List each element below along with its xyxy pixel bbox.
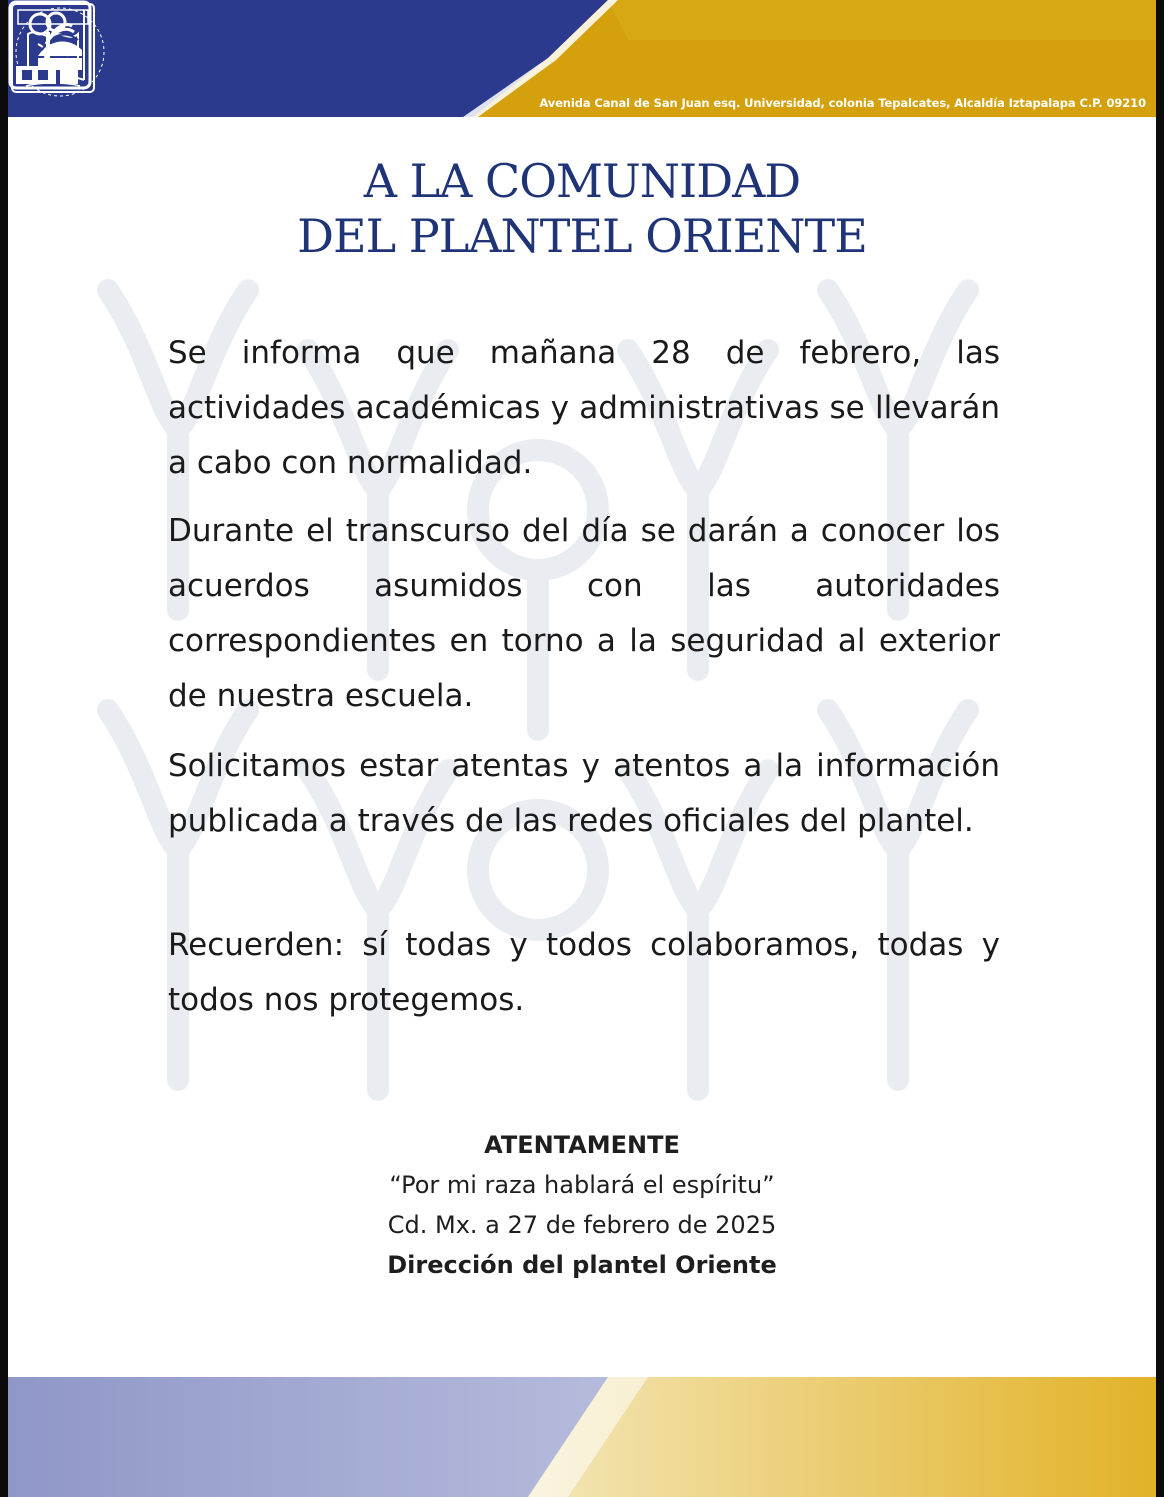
signing-office: Dirección del plantel Oriente xyxy=(387,1251,777,1279)
motto-text: “Por mi raza hablará el espíritu” xyxy=(389,1171,775,1199)
closing-text: ATENTAMENTE xyxy=(484,1131,680,1159)
header-band xyxy=(8,0,1156,117)
paragraph-1: Se informa que mañana 28 de febrero, las actividades académicas y administrativas se llevarán a cabo con normalidad. xyxy=(168,335,1000,481)
title-line-2: DEL PLANTEL ORIENTE xyxy=(297,209,867,263)
paragraph-4: Recuerden: sí todas y todos colaboramos, todas y todos nos protegemos. xyxy=(168,927,1000,1018)
date-line: Cd. Mx. a 27 de febrero de 2025 xyxy=(387,1211,777,1239)
cch-oriente-logo xyxy=(8,0,92,90)
title-line-1: A LA COMUNIDAD xyxy=(363,154,801,208)
address-text: Avenida Canal de San Juan esq. Universidad, colonia Tepalcates, Alcaldía Iztapalapa C.P. 09210 xyxy=(539,96,1146,110)
footer-band xyxy=(8,1377,1156,1497)
notice-page xyxy=(8,0,1156,1497)
paragraph-2: Durante el transcurso del día se darán a conocer los acuerdos asumidos con las autoridades correspondientes en torno a la seguridad al exterior de nuestra escuela. xyxy=(168,513,1000,714)
paragraph-3: Solicitamos estar atentas y atentos a la información publicada a través de las redes oficiales del plantel. xyxy=(168,748,1000,839)
